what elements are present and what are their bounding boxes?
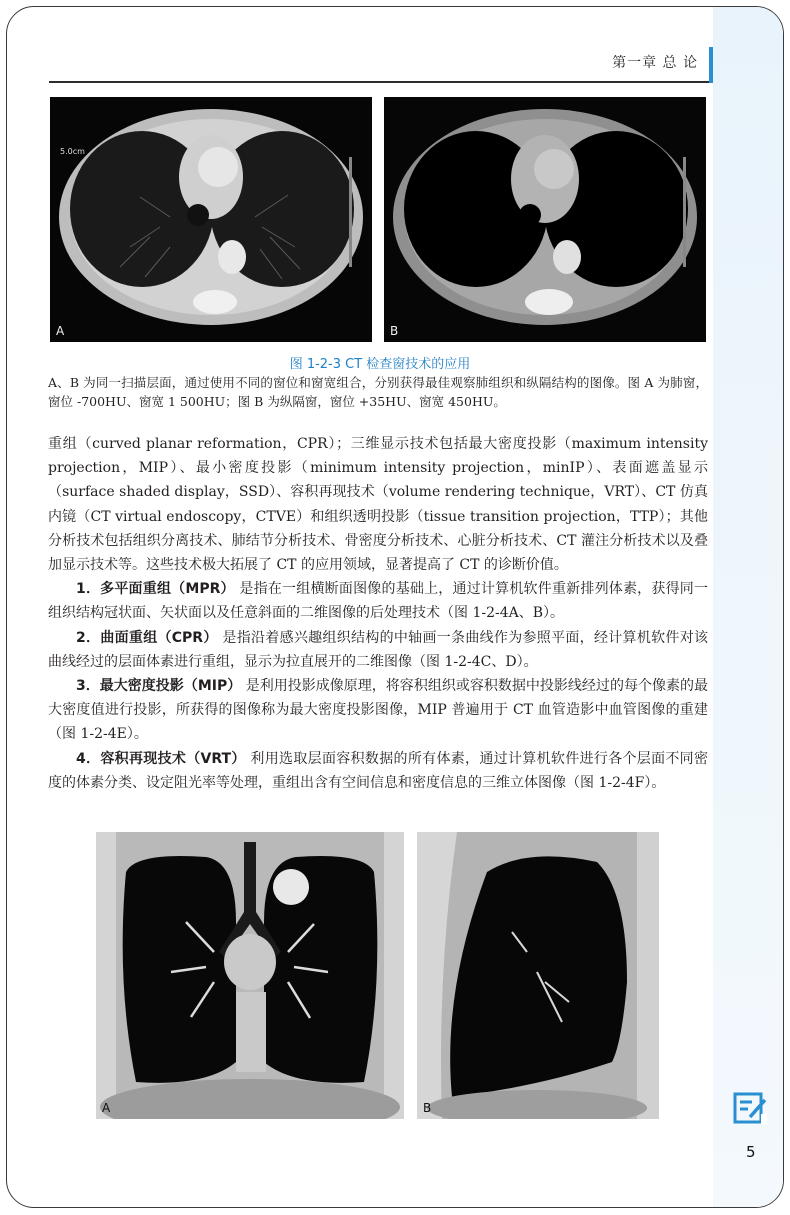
paragraph-1: 重组（curved planar reformation，CPR）；三维显示技术包括最大密度投影（maximum intensity projection，MIP）、最小密度投影（minimum intensity projection，minIP）、表面遮盖显示（surface shaded display，SSD）、容积再现技术（volume rendering technique，VRT）、CT 仿真内镜（CT virtual endoscopy，CTVE）和组织透明投影（tissue transition projection，TTP）；其他分析技术包括组织分离技术、肺结节分析技术、骨密度分析技术、心脏分析技术、CT 灌注分析技术以及叠加显示技术等。这些技术极大拓展了 CT 的应用领域，显著提高了 CT 的诊断价值。	[48, 436, 708, 574]
ct-image-sagittal-mpr	[417, 832, 659, 1119]
page-number: 5	[746, 1143, 756, 1161]
body-text	[48, 432, 708, 795]
text-mip: 是利用投影成像原理，将容积组织或容积数据中投影线经过的每个像素的最大密度值进行投影，所获得的图像称为最大密度投影图像，MIP 普遍用于 CT 血管造影中血管图像的重建（图 1-2-4E）。	[48, 678, 708, 743]
ct-image-lung-window	[50, 97, 372, 342]
panel-letter-a: A	[56, 324, 65, 338]
panel-letter-b: B	[390, 324, 399, 338]
side-margin-band	[713, 7, 783, 1207]
panel-letter-a-bottom: A	[102, 1101, 111, 1115]
heading-cpr: 2．曲面重组（CPR）	[76, 629, 218, 646]
figure-caption-title: 图 1-2-3 CT 检查窗技术的应用	[289, 357, 471, 372]
ct-image-coronal-mpr	[96, 832, 404, 1119]
heading-mpr: 1．多平面重组（MPR）	[76, 581, 235, 598]
scale-label: 5.0cm	[60, 147, 85, 156]
ct-image-mediastinal-window	[384, 97, 706, 342]
panel-letter-b-bottom: B	[423, 1101, 432, 1115]
header-rule	[49, 81, 709, 83]
text-vrt: 利用选取层面容积数据的所有体素，通过计算机软件进行各个层面不同密度的体素分类、设定阻光率等处理，重组出含有空间信息和密度信息的三维立体图像（图 1-2-4F）。	[48, 750, 708, 791]
running-head: 第一章 总 论	[612, 55, 698, 71]
paragraph-mpr	[48, 577, 708, 625]
heading-vrt: 4．容积再现技术（VRT）	[76, 750, 246, 767]
text-mpr: 是指在一组横断面图像的基础上，通过计算机软件重新排列体素，获得同一组织结构冠状面、矢状面以及任意斜面的二维图像的后处理技术（图 1-2-4A、B）。	[48, 581, 709, 622]
paragraph-cpr	[48, 626, 708, 674]
heading-mip: 3．最大密度投影（MIP）	[76, 678, 242, 695]
edit-note-icon[interactable]	[732, 1090, 768, 1126]
header-accent-bar	[709, 47, 713, 83]
text-cpr: 是指沿着感兴趣组织结构的中轴画一条曲线作为参照平面，经计算机软件对该曲线经过的层面体素进行重组，显示为拉直展开的二维图像（图 1-2-4C、D）。	[48, 629, 708, 670]
paragraph-mip	[48, 674, 708, 747]
figure-caption-body: A、B 为同一扫描层面，通过使用不同的窗位和窗宽组合，分别获得最佳观察肺组织和纵隔结构的图像。图 A 为肺窗，窗位 -700HU、窗宽 1 500HU；图 B 为纵隔窗，窗位 +35HU、窗宽 450HU。	[48, 375, 708, 409]
paragraph-vrt	[48, 747, 708, 795]
